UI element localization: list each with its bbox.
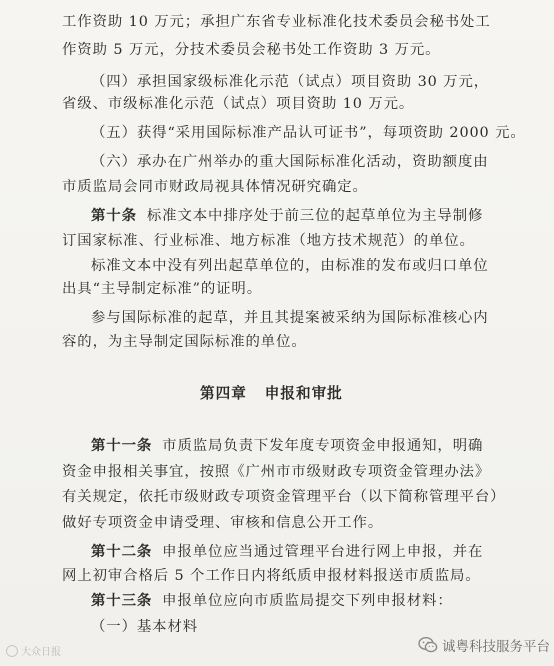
text-line: 申报单位应当通过管理平台进行网上申报，并在 (162, 544, 484, 560)
text-line: 申报单位应向市质监局提交下列申报材料： (162, 593, 453, 609)
text-line: （五）获得“采用国际标准产品认可证书”，每项资助 2000 元。 (91, 125, 526, 141)
text-line: 资金申报相关事宜，按照《广州市市级财政专项资金管理办法》 (62, 464, 491, 480)
text-line: （六）承办在广州举办的重大国际标准化活动，资助额度由 (91, 154, 489, 170)
watermark-left (6, 643, 61, 658)
watermark-left-text: 大众日报 (21, 647, 61, 658)
article-13-paragraph (91, 591, 453, 611)
text-line: 容的，为主导制定国际标准的单位。 (62, 334, 307, 350)
chapter-number: 第四章 (200, 385, 247, 402)
wechat-icon (418, 636, 438, 654)
article-heading: 第十二条 (91, 543, 153, 560)
article-11-paragraph (91, 436, 483, 456)
text-line: 作资助 5 万元，分技术委员会秘书处工作资助 3 万元。 (62, 42, 441, 58)
article-heading: 第十条 (91, 207, 137, 224)
article-heading: 第十三条 (91, 592, 153, 609)
text-line: 市质监局会同市财政局视具体情况研究确定。 (62, 179, 368, 195)
text-line: 省级、市级标准化示范（试点）项目资助 10 万元。 (62, 96, 415, 112)
text-line: 有关规定，依托市级财政专项资金管理平台（以下简称管理平台） (62, 489, 506, 505)
text-line: 做好专项资金申请受理、审核和信息公开工作。 (62, 515, 384, 531)
chapter-title: 申报和审批 (264, 385, 343, 402)
chapter-heading (200, 382, 343, 403)
text-line: 出具“主导制定标准”的证明。 (62, 281, 263, 297)
circle-icon (6, 645, 18, 657)
text-line: 参与国际标准的起草，并且其提案被采纳为国际标准核心内 (91, 310, 489, 326)
article-12-paragraph (91, 542, 483, 562)
article-10-paragraph (91, 206, 483, 226)
text-line: 标准文本中排序处于前三位的起草单位为主导制修 (146, 208, 484, 224)
text-line: 市质监局负责下发年度专项资金申报通知，明确 (162, 438, 484, 454)
watermark-right (418, 635, 550, 655)
text-line: 标准文本中没有列出起草单位的，由标准的发布或归口单位 (91, 258, 489, 274)
text-line: （一）基本材料 (91, 619, 199, 635)
text-line: 工作资助 10 万元；承担广东省专业标准化技术委员会秘书处工 (62, 14, 491, 30)
text-line: 网上初审合格后 5 个工作日内将纸质申报材料报送市质监局。 (62, 568, 481, 584)
text-line: 订国家标准、行业标准、地方标准（地方技术规范）的单位。 (62, 233, 475, 249)
watermark-right-text: 诚粤科技服务平台 (442, 639, 550, 655)
text-line: （四）承担国家级标准化示范（试点）项目资助 30 万元， (91, 74, 490, 90)
article-heading: 第十一条 (91, 437, 153, 454)
